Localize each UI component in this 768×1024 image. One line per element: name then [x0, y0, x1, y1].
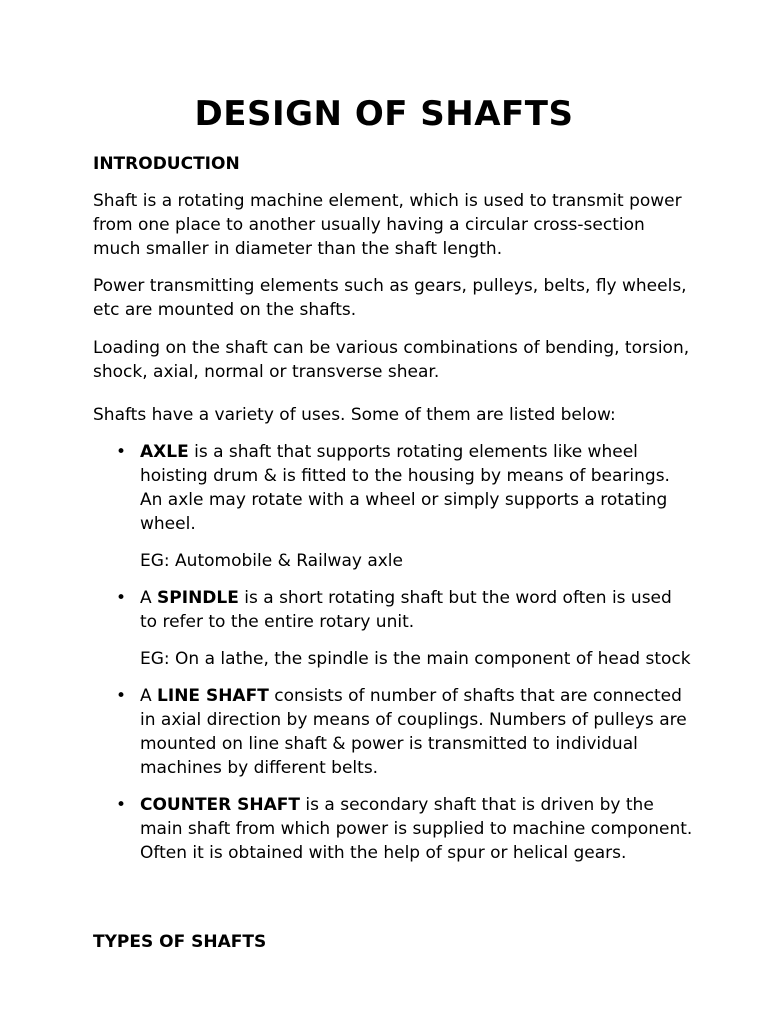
- list-item-line-shaft: [93, 684, 693, 780]
- list-item-term: AXLE: [140, 442, 189, 462]
- bullet-icon: •: [116, 795, 127, 815]
- list-item-term: LINE SHAFT: [157, 686, 269, 706]
- bullet-icon: •: [116, 686, 127, 706]
- bullet-icon: •: [116, 442, 127, 462]
- list-item-description: is a secondary shaft that is driven by the main shaft from which power is supplied to machine component. Often it is obtained with the help of spur or helical gears.: [140, 795, 693, 863]
- intro-paragraph-3: Loading on the shaft can be various combinations of bending, torsion, shock, axial, normal or transverse shear.: [93, 338, 690, 382]
- list-item-term: SPINDLE: [157, 588, 239, 608]
- list-item-text: [140, 793, 693, 865]
- list-item-counter-shaft: [93, 793, 693, 865]
- intro-paragraph-1: Shaft is a rotating machine element, which is used to transmit power from one place to another usually having a circular cross-section much smaller in diameter than the shaft length.: [93, 191, 682, 259]
- intro-paragraph-2: Power transmitting elements such as gears, pulleys, belts, fly wheels, etc are mounted on the shafts.: [93, 276, 687, 320]
- list-item-example: EG: On a lathe, the spindle is the main component of head stock: [140, 649, 691, 669]
- list-item-description: is a short rotating shaft but the word often is used to refer to the entire rotary unit.: [140, 588, 672, 632]
- list-item-description: consists of number of shafts that are connected in axial direction by means of couplings. Numbers of pulleys are mounted on line shaft & power is transmitted to individual machines by different belts.: [140, 686, 687, 778]
- shaft-uses-list: [93, 440, 693, 878]
- list-item-description: is a shaft that supports rotating elements like wheel hoisting drum & is fitted to the housing by means of bearings. An axle may rotate with a wheel or simply supports a rotating wheel.: [140, 442, 670, 534]
- types-of-shafts-heading: TYPES OF SHAFTS: [93, 932, 267, 952]
- list-item-spindle: [93, 586, 693, 671]
- list-item-prefix: A: [140, 686, 158, 706]
- list-item-example: EG: Automobile & Railway axle: [140, 551, 403, 571]
- list-item-prefix: A: [140, 588, 158, 608]
- list-item-axle: [93, 440, 693, 573]
- list-item-text: [140, 684, 693, 780]
- bullet-icon: •: [116, 588, 127, 608]
- list-item-term: COUNTER SHAFT: [140, 795, 301, 815]
- list-item-text: [140, 440, 693, 536]
- document-title: DESIGN OF SHAFTS: [194, 94, 574, 134]
- uses-intro-paragraph: Shafts have a variety of uses. Some of them are listed below:: [93, 405, 616, 425]
- introduction-heading: INTRODUCTION: [93, 154, 240, 174]
- list-item-text: [140, 586, 693, 634]
